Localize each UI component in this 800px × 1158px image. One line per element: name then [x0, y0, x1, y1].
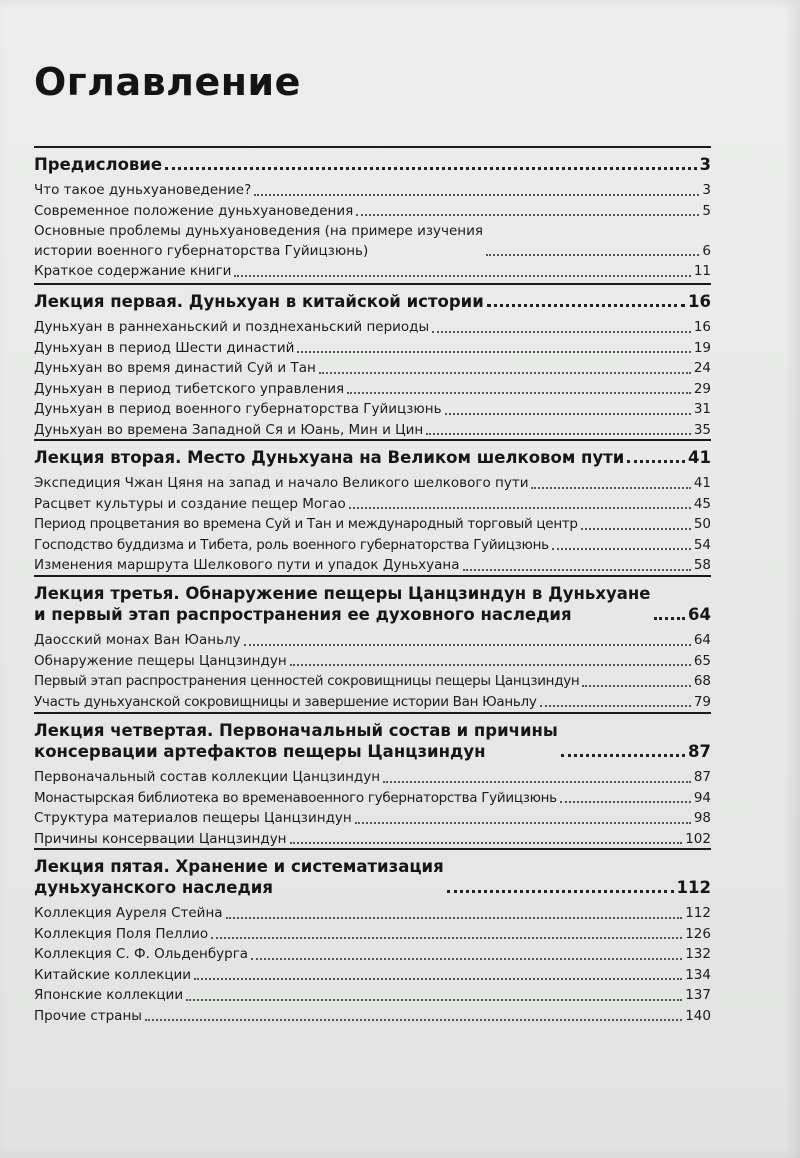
toc-item-page: 112 — [685, 905, 711, 921]
dot-leader — [560, 801, 691, 803]
dot-leader — [445, 413, 691, 415]
toc-heading-page: 64 — [688, 605, 711, 624]
toc-item-page: 126 — [685, 925, 711, 942]
toc-heading-page: 112 — [676, 878, 711, 897]
dot-leader — [254, 194, 699, 196]
toc-item-title: Причины консервации Цанцзиндун — [34, 830, 287, 847]
dot-leader — [297, 351, 690, 353]
toc-item-page: 24 — [693, 360, 711, 376]
toc-heading-title: Лекция первая. Дуньхуан в китайской истории — [34, 292, 484, 311]
dot-leader — [581, 528, 691, 530]
toc-item-title: Монастырская библиотека во временавоенного губернаторства Гуйицзюнь — [34, 789, 557, 806]
toc-item-title: Участь дуньхуанской сокровищницы и завершение истории Ван Юаньлу — [34, 693, 537, 710]
toc-item-title: Изменения маршрута Шелкового пути и упадок Дуньхуана — [34, 557, 460, 573]
dot-leader — [145, 1019, 682, 1021]
toc-item[interactable] — [34, 318, 711, 338]
toc-item-page: 102 — [685, 830, 711, 847]
dot-leader — [432, 331, 691, 333]
toc-item[interactable] — [34, 631, 711, 651]
toc-item[interactable] — [34, 966, 711, 986]
toc-item-page: 5 — [702, 202, 711, 219]
toc-heading[interactable] — [34, 720, 711, 762]
toc-section-lecture-1 — [34, 283, 711, 440]
toc-heading-title: Лекция четвертая. Первоначальный состав и причины консервации артефактов пещеры Цанцзиндун — [34, 721, 558, 761]
dot-leader — [540, 705, 691, 707]
dot-leader — [186, 999, 682, 1001]
dot-leader — [582, 685, 690, 687]
dot-leader — [486, 254, 699, 256]
toc-item[interactable] — [34, 474, 711, 494]
dot-leader — [349, 507, 691, 509]
toc-item-page: 29 — [693, 380, 711, 397]
dot-leader — [194, 978, 682, 980]
toc-heading[interactable] — [34, 291, 711, 312]
toc-item-title: Первый этап распространения ценностей сокровищницы пещеры Цанцзиндун — [34, 673, 580, 689]
toc-item-page: 50 — [693, 516, 711, 532]
toc-item-title: Коллекция Поля Пеллио — [34, 925, 209, 942]
dot-leader — [356, 214, 699, 216]
toc-item-page: 134 — [685, 966, 711, 983]
toc-item[interactable] — [34, 1007, 711, 1027]
toc-item[interactable] — [34, 652, 711, 672]
toc-item-title: Господство буддизма и Тибета, роль военного губернаторства Гуйицзюнь — [34, 536, 549, 553]
toc-item[interactable] — [34, 421, 711, 441]
dot-leader — [426, 433, 691, 435]
toc-item-title: Прочие страны — [34, 1007, 142, 1024]
toc-item-title: Дуньхуан в период военного губернаторства Гуйицзюнь — [34, 401, 442, 417]
toc-item-page: 6 — [702, 242, 711, 259]
dot-leader — [447, 890, 674, 893]
toc-heading[interactable] — [34, 583, 711, 625]
toc-item[interactable] — [34, 181, 711, 201]
toc-section-lecture-2 — [34, 439, 711, 576]
dot-leader — [165, 167, 696, 170]
toc-item-title: Обнаружение пещеры Цанцзиндун — [34, 652, 287, 669]
dot-leader — [290, 664, 691, 666]
dot-leader — [627, 460, 685, 463]
toc-item-page: 45 — [693, 495, 711, 512]
dot-leader — [244, 644, 691, 646]
toc-item-page: 54 — [693, 536, 711, 553]
toc-item-page: 64 — [693, 632, 711, 648]
toc-item-page: 41 — [693, 475, 711, 491]
toc-item-title: Даосский монах Ван Юаньлу — [34, 632, 241, 648]
toc-item-page: 140 — [685, 1007, 711, 1024]
toc-item-title: Коллекция С. Ф. Ольденбурга — [34, 946, 249, 962]
dot-leader — [290, 842, 683, 844]
toc-item[interactable] — [34, 515, 711, 535]
toc-item[interactable] — [34, 380, 711, 400]
toc-item-title: Основные проблемы дуньхуановедения (на примере изучения истории военного губернаторства Гуйицзюнь) — [34, 223, 484, 259]
toc-item[interactable] — [34, 986, 711, 1006]
toc-item[interactable] — [34, 536, 711, 556]
toc-heading[interactable] — [34, 447, 711, 468]
toc-item-title: Дуньхуан в раннеханьский и позднеханьский периоды — [34, 319, 430, 335]
toc-heading[interactable] — [34, 856, 711, 898]
toc-heading-page: 41 — [688, 448, 711, 467]
toc-item[interactable] — [34, 556, 711, 576]
toc-item-page: 137 — [685, 987, 711, 1003]
toc-section-lecture-3 — [34, 575, 711, 712]
toc-item[interactable] — [34, 339, 711, 359]
toc-item-title: Структура материалов пещеры Цанцзиндун — [34, 810, 352, 826]
toc-heading-page: 16 — [688, 292, 711, 311]
toc-item-title: Коллекция Ауреля Стейна — [34, 905, 223, 921]
toc-item-page: 132 — [685, 946, 711, 962]
toc-item-page: 11 — [693, 263, 711, 279]
toc-heading-title: Лекция вторая. Место Дуньхуана на Великом шелковом пути — [34, 448, 625, 467]
toc-item[interactable] — [34, 359, 711, 379]
toc-item[interactable] — [34, 693, 711, 713]
dot-leader — [531, 487, 690, 489]
toc-item-title: Дуньхуан в период Шести династий — [34, 339, 295, 356]
toc-item-page: 79 — [693, 693, 711, 710]
toc-item-title: Дуньхуан в период тибетского управления — [34, 380, 345, 397]
toc-heading-title: Лекция третья. Обнаружение пещеры Цанцзиндун в Дуньхуане и первый этап распространения ее духовного наследия — [34, 584, 651, 624]
toc-item-page: 65 — [693, 652, 711, 669]
toc-heading[interactable] — [34, 154, 711, 175]
toc-item-title: Что такое дуньхуановедение? — [34, 182, 252, 198]
toc-item[interactable] — [34, 768, 711, 788]
dot-leader — [226, 917, 683, 919]
toc-heading-page: 87 — [688, 742, 711, 761]
toc-item-page: 16 — [693, 319, 711, 335]
dot-leader — [355, 822, 691, 824]
toc-item-title: Дуньхуан во времена Западной Ся и Юань, Мин и Цин — [34, 421, 424, 438]
toc-item-title: Расцвет культуры и создание пещер Могао — [34, 495, 346, 512]
toc-item-page: 19 — [693, 339, 711, 356]
toc-item[interactable] — [34, 400, 711, 420]
toc-item-page: 98 — [693, 810, 711, 826]
toc-item-title: Японские коллекции — [34, 987, 184, 1003]
dot-leader — [234, 275, 690, 277]
toc-section-lecture-4 — [34, 712, 711, 849]
toc-section-lecture-5 — [34, 848, 711, 1026]
dot-leader — [251, 958, 682, 960]
dot-leader — [561, 754, 685, 757]
toc-item[interactable] — [34, 904, 711, 924]
toc-item[interactable] — [34, 672, 711, 692]
toc-item-title: Дуньхуан во время династий Суй и Тан — [34, 360, 316, 376]
dot-leader — [654, 617, 686, 620]
dot-leader — [487, 304, 685, 307]
toc-item-title: Экспедиция Чжан Цяня на запад и начало Великого шелкового пути — [34, 475, 529, 491]
toc-item[interactable] — [34, 202, 711, 222]
toc-item-title: Краткое содержание книги — [34, 263, 232, 279]
toc-item-title: Первоначальный состав коллекции Цанцзиндун — [34, 769, 381, 785]
toc-item[interactable] — [34, 495, 711, 515]
toc-item-page: 35 — [693, 421, 711, 438]
toc-heading-title: Лекция пятая. Хранение и систематизация дуньхуанского наследия — [34, 857, 444, 897]
toc-item[interactable] — [34, 830, 711, 850]
toc-item[interactable] — [34, 809, 711, 829]
toc-item-page: 87 — [693, 769, 711, 785]
toc-item-title: Китайские коллекции — [34, 966, 192, 983]
toc-item[interactable] — [34, 925, 711, 945]
toc-item[interactable] — [34, 789, 711, 809]
toc-item-page: 31 — [693, 401, 711, 417]
toc-item-page: 68 — [693, 673, 711, 689]
dot-leader — [552, 548, 691, 550]
toc-item[interactable] — [34, 945, 711, 965]
toc-item[interactable] — [34, 262, 711, 282]
toc-item-page: 3 — [702, 182, 711, 198]
toc-item-title: Период процветания во времена Суй и Тан и международный торговый центр — [34, 516, 578, 532]
dot-leader — [383, 781, 691, 783]
toc-heading-title: Предисловие — [34, 155, 163, 174]
toc-heading-page: 3 — [699, 155, 711, 174]
toc-item[interactable] — [34, 222, 711, 261]
dot-leader — [319, 372, 691, 374]
dot-leader — [463, 569, 691, 571]
toc-item-title: Современное положение дуньхуановедения — [34, 202, 354, 219]
toc-item-page: 58 — [693, 557, 711, 573]
toc-item-page: 94 — [693, 789, 711, 806]
page-title: Оглавление — [34, 60, 301, 104]
toc-section-preface — [34, 146, 711, 282]
dot-leader — [211, 937, 682, 939]
dot-leader — [347, 392, 691, 394]
